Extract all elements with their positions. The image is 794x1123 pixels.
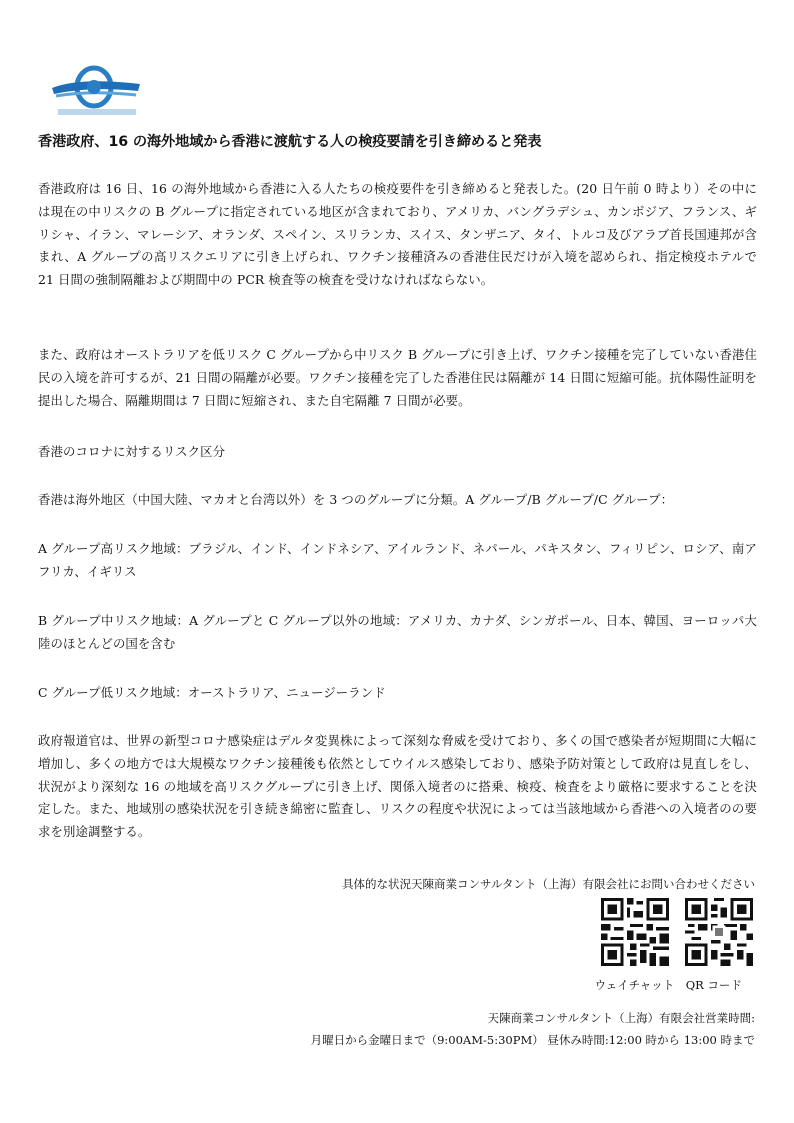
group-c-paragraph: C グループ低リスク地域：オーストラリア、ニュージーランド <box>38 685 386 700</box>
paragraph-1: 香港政府は 16 日、16 の海外地域から香港に入る人たちの検疫要件を引き締めると発表した。(20 日午前 0 時より）その中には現在の中リスクの B グループに指定されている地区が含まれており、アメリカ、バングラデシュ、カンボジア、フランス、ギリシャ、イラン、マレーシア、オランダ、スペイン、スリランカ、スイス、タンザニア、タイ、トルコ及びアラブ首長国連邦が含まれ、A グループの高リスクエリアに引き上げられ、ワクチン接種済みの香港住民だけが入境を認められ、指定検疫ホテルで 21 日間の強制隔離および期間中の PCR 検査等の検査を受けなければならない。 <box>38 181 757 288</box>
group-b-paragraph: B グループ中リスク地域：A グループと C グループ以外の地域：アメリカ、カナダ、シンガポール、日本、韓国、ヨーロッパ大陸のほとんどの国を含む <box>38 613 757 651</box>
company-logo <box>50 62 142 118</box>
spokesperson-paragraph: 政府報道官は、世界の新型コロナ感染症はデルタ変異株によって深刻な脅威を受けており、多くの国で感染者が短期間に大幅に増加し、多くの地方では大規模なワクチン接種後も依然としてウイルス感染しており、感染予防対策として政府は見直しをし、状況がより深刻な 16 の地域を高リスクグループに引き上げ、関係入境者のに搭乗、検疫、検査をより厳格に要求することを決定した。また、地域別の感染状況を引き続き綿密に監査し、リスクの程度や状況によっては当該地域から香港への入境者のの要求を別途調整する。 <box>38 733 757 840</box>
paragraph-2: また、政府はオーストラリアを低リスク C グループから中リスク B グループに引き上げ、ワクチン接種を完了していない香港住民の入境を許可するが、21 日間の隔離が必要。ワクチン接種を完了した香港住民は隔離が 14 日間に短縮可能。抗体陽性証明を提出した場合、隔離期間は 7 日間に短縮され、また自宅隔離 7 日間が必要。 <box>38 347 757 408</box>
business-hours: 月曜日から金曜日まで（9:00AM-5:30PM） 昼休み時間:12:00 時から 13:00 時まで <box>310 1033 755 1047</box>
wechat-qr-code <box>601 898 669 966</box>
risk-groups-overview: 香港は海外地区（中国大陸、マカオと台湾以外）を 3 つのグループに分類。A グループ/B グループ/C グループ： <box>38 492 674 507</box>
contact-note: 具体的な状況天陳商業コンサルタント（上海）有限会社にお問い合わせください <box>342 877 755 891</box>
business-hours-title: 天陳商業コンサルタント（上海）有限会社営業時間: <box>487 1011 755 1025</box>
contact-qr-code <box>685 898 753 966</box>
article-title: 香港政府、16 の海外地域から香港に渡航する人の検疫要請を引き締めると発表 <box>38 134 542 150</box>
group-a-paragraph: A グループ高リスク地域：ブラジル、インド、インドネシア、アイルランド、ネパール、パキスタン、フィリピン、ロシア、南アフリカ、イギリス <box>38 541 757 579</box>
qr-caption: ウェイチャット QR コード <box>594 978 742 992</box>
risk-classification-heading: 香港のコロナに対するリスク区分 <box>38 444 226 459</box>
